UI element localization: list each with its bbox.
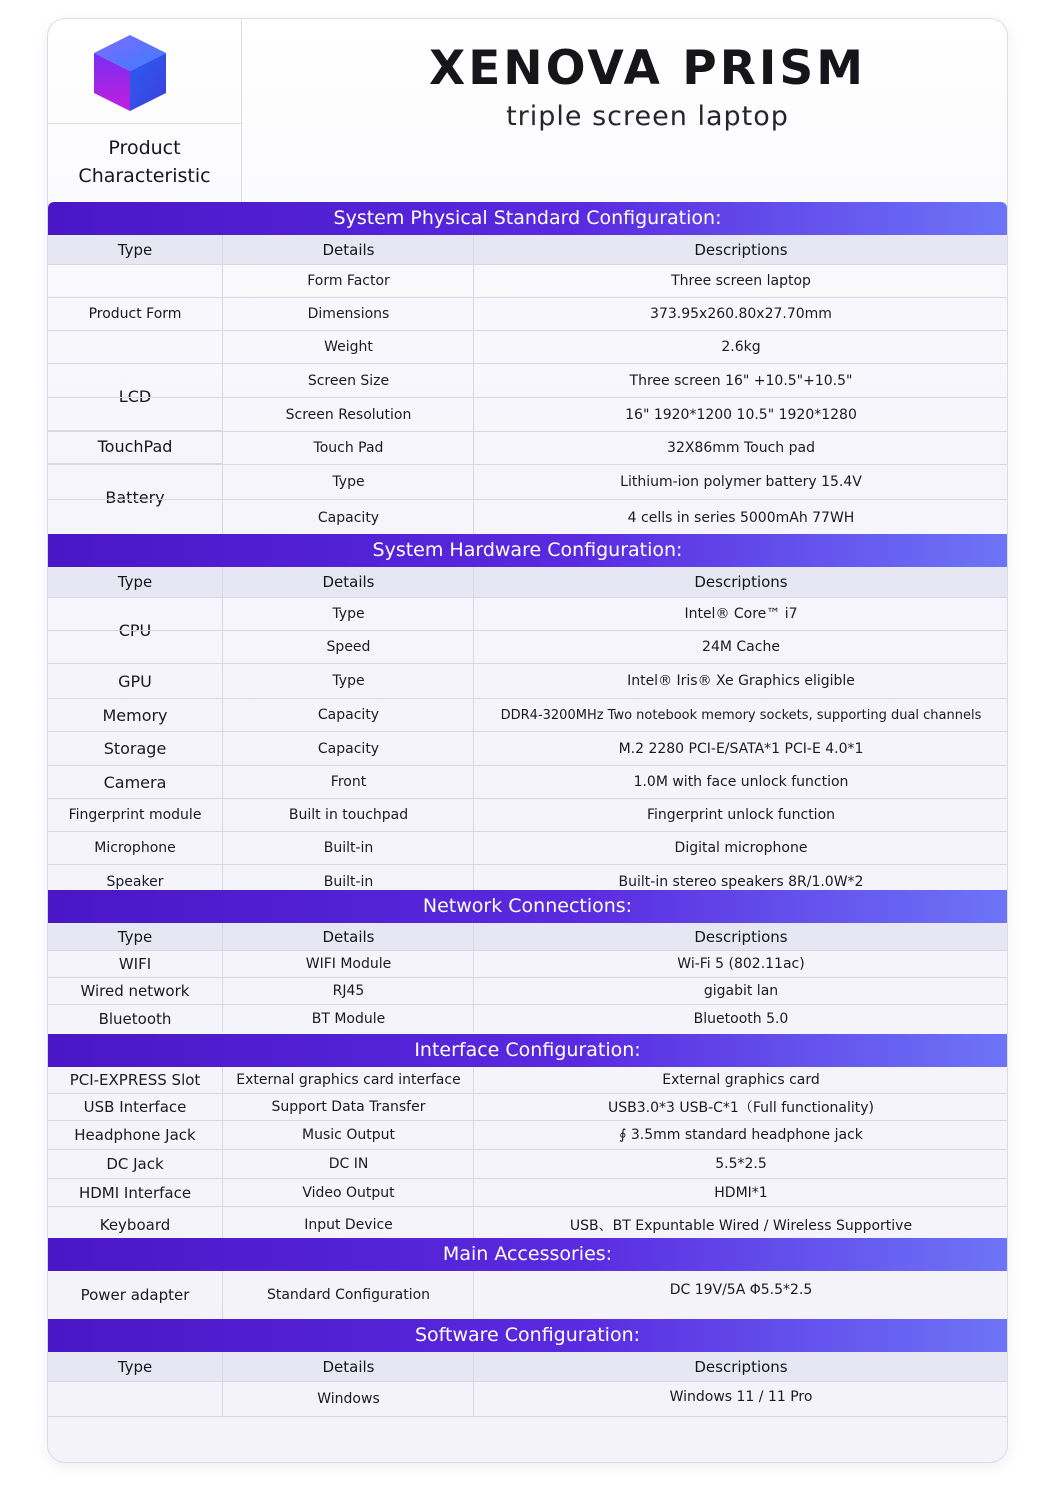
detail-cell: External graphics card interface (222, 1067, 474, 1093)
table-row (48, 1271, 1007, 1319)
type-cell: Microphone (94, 840, 176, 856)
detail-cell: Touch Pad (222, 432, 474, 464)
description-cell: USB、BT Expuntable Wired / Wireless Supportive (473, 1207, 1008, 1242)
col-descriptions: Descriptions (473, 1352, 1008, 1381)
description-cell: Wi-Fi 5 (802.11ac) (473, 951, 1008, 977)
table-header-row (48, 923, 1007, 951)
group-cpu: CPU (118, 620, 152, 640)
product-title: XENOVA PRISM (428, 41, 867, 96)
detail-cell: Capacity (222, 699, 474, 731)
table-row (48, 432, 1007, 465)
detail-cell: Music Output (222, 1121, 474, 1149)
description-cell: 16" 1920*1200 10.5" 1920*1280 (473, 398, 1008, 431)
detail-cell: BT Module (222, 1005, 474, 1032)
logo-cell (48, 19, 242, 202)
section-accessories-title: Main Accessories: (48, 1238, 1007, 1271)
type-cell: PCI-EXPRESS Slot (69, 1071, 201, 1089)
table-row (48, 265, 1007, 298)
section-hardware-title: System Hardware Configuration: (48, 534, 1007, 567)
detail-cell: Capacity (222, 500, 474, 535)
detail-cell: Front (222, 766, 474, 798)
type-cell: DC Jack (106, 1155, 164, 1173)
table-row (48, 1005, 1007, 1032)
description-cell: 24M Cache (473, 631, 1008, 663)
section-network-title: Network Connections: (48, 890, 1007, 923)
table-row (48, 766, 1007, 799)
description-cell: DDR4-3200MHz Two notebook memory sockets, supporting dual channels (473, 699, 1008, 731)
type-cell: Bluetooth (98, 1009, 172, 1028)
detail-cell: Built-in (222, 832, 474, 864)
detail-cell: Speed (222, 631, 474, 663)
table-row (48, 1179, 1007, 1207)
table-header-row (48, 567, 1007, 598)
type-cell (48, 1382, 222, 1416)
type-cell: USB Interface (83, 1098, 187, 1116)
physical-table (48, 235, 1007, 535)
type-cell: WIFI (118, 955, 152, 973)
col-descriptions: Descriptions (473, 923, 1008, 950)
detail-cell: Screen Size (222, 364, 474, 397)
type-cell: Speaker (106, 873, 164, 890)
description-cell: 5.5*2.5 (473, 1150, 1008, 1178)
detail-cell: Video Output (222, 1179, 474, 1206)
table-row (48, 1150, 1007, 1179)
col-type: Type (117, 927, 153, 946)
detail-cell: Type (222, 598, 474, 630)
col-descriptions: Descriptions (473, 567, 1008, 597)
col-details: Details (222, 567, 474, 597)
col-details: Details (222, 923, 474, 950)
description-cell: USB3.0*3 USB-C*1（Full functionality) (473, 1094, 1008, 1120)
accessories-table (48, 1271, 1007, 1319)
table-row (48, 298, 1007, 331)
col-type: Type (117, 1357, 153, 1376)
table-row (48, 664, 1007, 699)
side-label-line2: Characteristic (78, 165, 211, 187)
group-lcd: LCD (48, 363, 222, 431)
type-cell: GPU (118, 671, 152, 691)
description-cell: M.2 2280 PCI-E/SATA*1 PCI-E 4.0*1 (473, 732, 1008, 765)
description-cell: Built-in stereo speakers 8R/1.0W*2 (473, 865, 1008, 898)
detail-cell: Built-in (222, 865, 474, 898)
product-characteristic-label (48, 134, 241, 190)
table-row (48, 799, 1007, 832)
group-product-form: Product Form (48, 265, 222, 364)
description-cell: Lithium-ion polymer battery 15.4V (473, 465, 1008, 499)
section-physical-title: System Physical Standard Configuration: (48, 202, 1007, 235)
type-cell: Fingerprint module (68, 807, 202, 823)
detail-cell: Windows (222, 1382, 474, 1416)
description-cell: HDMI*1 (473, 1179, 1008, 1206)
description-cell: Windows 11 / 11 Pro (473, 1382, 1008, 1416)
table-row (48, 465, 1007, 500)
description-cell: Digital microphone (473, 832, 1008, 864)
description-cell: Three screen 16" +10.5"+10.5" (473, 364, 1008, 397)
table-row (48, 732, 1007, 766)
type-cell: HDMI Interface (78, 1183, 192, 1202)
table-row (48, 1207, 1007, 1242)
software-table (48, 1352, 1007, 1417)
hardware-table (48, 567, 1007, 898)
detail-cell: Capacity (222, 732, 474, 765)
col-descriptions: Descriptions (473, 235, 1008, 264)
description-cell: 2.6kg (473, 331, 1008, 363)
description-cell: 1.0M with face unlock function (473, 766, 1008, 798)
type-cell: Camera (103, 772, 167, 792)
description-cell: 32X86mm Touch pad (473, 432, 1008, 464)
detail-cell: Support Data Transfer (222, 1094, 474, 1120)
detail-cell: Standard Configuration (222, 1271, 474, 1319)
type-cell: Headphone Jack (74, 1126, 196, 1144)
detail-cell: Weight (222, 331, 474, 363)
product-subtitle: triple screen laptop (506, 101, 789, 132)
type-cell: Power adapter (80, 1286, 190, 1304)
table-header-row (48, 235, 1007, 265)
table-row (48, 364, 1007, 398)
section-software-title: Software Configuration: (48, 1319, 1007, 1352)
col-type: Type (117, 240, 153, 259)
table-row (48, 978, 1007, 1005)
col-details: Details (222, 1352, 474, 1381)
table-row (48, 951, 1007, 978)
description-cell: 373.95x260.80x27.70mm (473, 298, 1008, 330)
table-row (48, 1067, 1007, 1094)
table-row (48, 1382, 1007, 1417)
detail-cell: Type (222, 664, 474, 698)
col-type: Type (117, 573, 153, 591)
group-touchpad: TouchPad (48, 430, 222, 464)
detail-cell: Type (222, 465, 474, 499)
detail-cell: Screen Resolution (222, 398, 474, 431)
side-label-line1: Product (108, 137, 181, 159)
spec-sheet-card (47, 18, 1008, 1463)
type-cell: Memory (102, 705, 168, 725)
logo-divider (48, 123, 241, 124)
interface-table (48, 1067, 1007, 1242)
description-cell: Three screen laptop (473, 265, 1008, 297)
detail-cell: RJ45 (222, 978, 474, 1004)
col-details: Details (222, 235, 474, 264)
type-cell: Storage (103, 739, 167, 758)
type-cell: Wired network (80, 982, 190, 1000)
type-cell: Keyboard (99, 1215, 171, 1234)
description-cell: gigabit lan (473, 978, 1008, 1004)
detail-cell: WIFI Module (222, 951, 474, 977)
description-cell: Intel® Iris® Xe Graphics eligible (473, 664, 1008, 698)
description-cell: 4 cells in series 5000mAh 77WH (473, 500, 1008, 535)
table-row (48, 631, 1007, 664)
detail-cell: Input Device (222, 1207, 474, 1242)
table-row (48, 1094, 1007, 1121)
table-row (48, 699, 1007, 732)
description-cell: Intel® Core™ i7 (473, 598, 1008, 630)
purple-cube-icon (88, 31, 172, 115)
table-row (48, 331, 1007, 364)
network-table (48, 923, 1007, 1032)
section-interface-title: Interface Configuration: (48, 1034, 1007, 1067)
detail-cell: Dimensions (222, 298, 474, 330)
detail-cell: Built in touchpad (222, 799, 474, 831)
table-row (48, 398, 1007, 432)
table-row (48, 1121, 1007, 1150)
detail-cell: DC IN (222, 1150, 474, 1178)
description-cell: Fingerprint unlock function (473, 799, 1008, 831)
description-cell: DC 19V/5A Φ5.5*2.5 (473, 1271, 1008, 1319)
table-header-row (48, 1352, 1007, 1382)
detail-cell: Form Factor (222, 265, 474, 297)
description-cell: ∮ 3.5mm standard headphone jack (473, 1121, 1008, 1149)
description-cell: External graphics card (473, 1067, 1008, 1093)
description-cell: Bluetooth 5.0 (473, 1005, 1008, 1032)
table-row (48, 598, 1007, 631)
table-row (48, 832, 1007, 865)
group-battery: Battery (105, 488, 165, 507)
table-row (48, 500, 1007, 535)
